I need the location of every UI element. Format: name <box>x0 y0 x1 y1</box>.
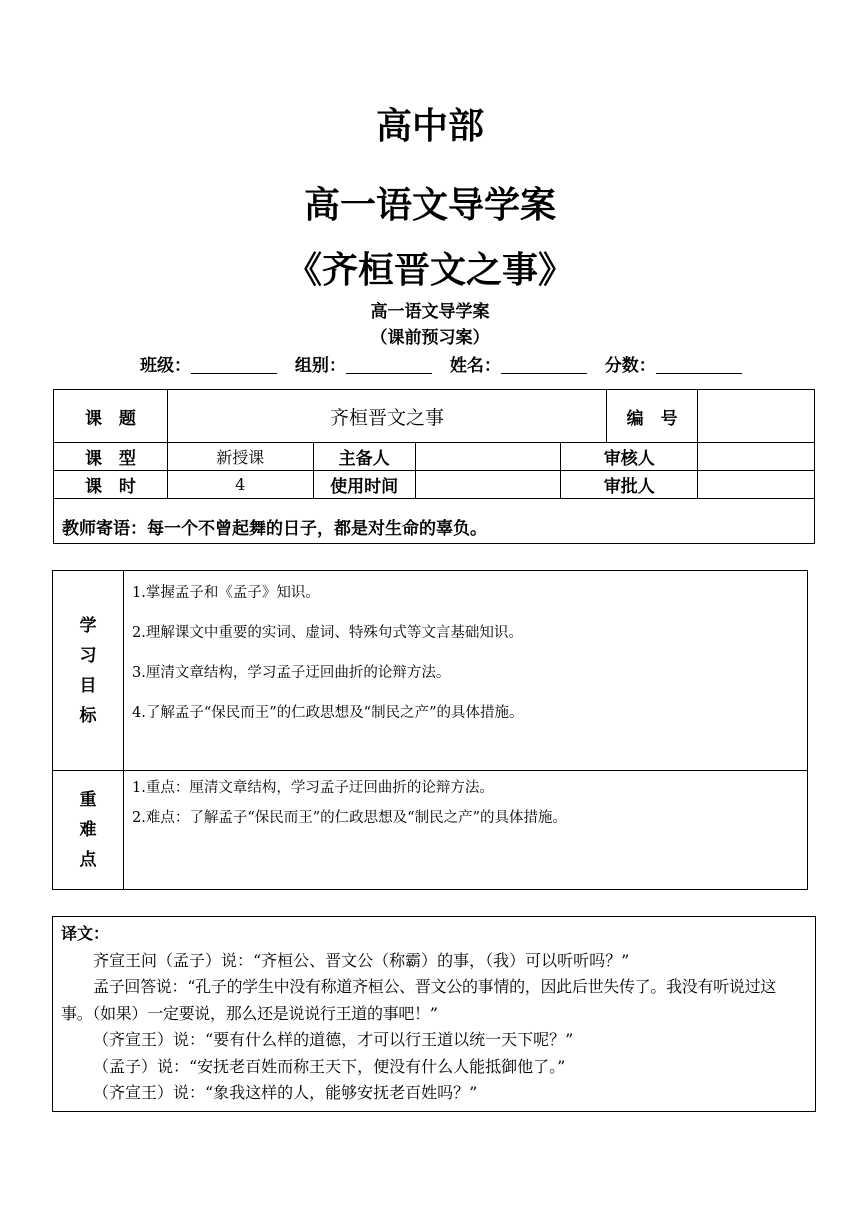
translation-paragraph: （孟子）说：“安抚老百姓而称王天下，便没有什么人能抵御他了。” <box>93 1056 566 1076</box>
translation-content <box>53 917 816 1112</box>
use-time-value <box>415 471 561 499</box>
score-field[interactable] <box>656 357 742 374</box>
translation-paragraph: （齐宣王）说：“象我这样的人，能够安抚老百姓吗？” <box>93 1083 478 1102</box>
goal-item: 4.了解孟子“保民而王”的仁政思想及“制民之产”的具体措施。 <box>132 705 524 721</box>
key-point-item: 2.难点：了解孟子“保民而王”的仁政思想及“制民之产”的具体措施。 <box>132 810 567 826</box>
group-field[interactable] <box>346 357 432 374</box>
reviewer-label: 审核人 <box>561 443 698 471</box>
preparer-value <box>415 443 561 471</box>
number-value <box>698 390 815 443</box>
hours-value: 4 <box>167 471 313 499</box>
school-department-title: 高中部 <box>375 106 484 147</box>
group-label: 组别： <box>294 356 346 376</box>
key-point-item: 1.重点：厘清文章结构，学习孟子迂回曲折的论辩方法。 <box>132 780 494 796</box>
goal-item: 3.厘清文章结构，学习孟子迂回曲折的论辩方法。 <box>132 665 451 681</box>
use-time-label: 使用时间 <box>313 471 415 499</box>
goal-item: 2.理解课文中重要的实词、虚词、特殊句式等文言基础知识。 <box>132 625 523 641</box>
goals-label: 学 习 目 标 <box>53 571 124 771</box>
approver-label: 审批人 <box>561 471 698 499</box>
topic-label: 课 题 <box>54 390 168 443</box>
score-label: 分数： <box>604 356 656 376</box>
key-points-label: 重 难 点 <box>53 771 124 890</box>
type-label: 课 型 <box>54 443 168 471</box>
approver-value <box>698 471 815 499</box>
subtitle: 高一语文导学案 <box>370 302 490 322</box>
translation-paragraph: 孟子回答说：“孔子的学生中没有称道齐桓公、晋文公的事情的，因此后世失传了。我没有听说过这事。（如果）一定要说，那么还是说说行王道的事吧！” <box>61 977 776 1023</box>
student-info-line <box>140 354 754 378</box>
goals-table <box>52 570 808 890</box>
topic-value: 齐桓晋文之事 <box>167 390 606 443</box>
class-label: 班级： <box>140 356 191 376</box>
number-label: 编 号 <box>607 390 698 443</box>
lesson-title: 《齐桓晋文之事》 <box>285 250 574 291</box>
translation-table <box>52 916 816 1112</box>
document-type-title: 高一语文导学案 <box>303 185 556 226</box>
key-points-content <box>124 771 808 890</box>
type-value: 新授课 <box>167 443 313 471</box>
lesson-info-table <box>53 389 815 544</box>
hours-label: 课 时 <box>54 471 168 499</box>
class-field[interactable] <box>191 357 277 374</box>
translation-paragraph: 齐宣王问（孟子）说：“齐桓公、晋文公（称霸）的事，（我）可以听听吗？” <box>93 950 630 970</box>
goals-content <box>124 571 808 771</box>
name-field[interactable] <box>501 357 587 374</box>
translation-paragraph: （齐宣王）说：“要有什么样的道德，才可以行王道以统一天下呢？” <box>93 1030 574 1049</box>
teacher-motto: 教师寄语：每一个不曾起舞的日子，都是对生命的辜负。 <box>54 499 815 544</box>
preparer-label: 主备人 <box>313 443 415 471</box>
goal-item: 1.掌握孟子和《孟子》知识。 <box>132 585 320 601</box>
reviewer-value <box>698 443 815 471</box>
subtitle-preview: （课前预习案） <box>370 328 490 348</box>
translation-heading: 译文： <box>61 924 110 943</box>
name-label: 姓名： <box>449 356 501 376</box>
